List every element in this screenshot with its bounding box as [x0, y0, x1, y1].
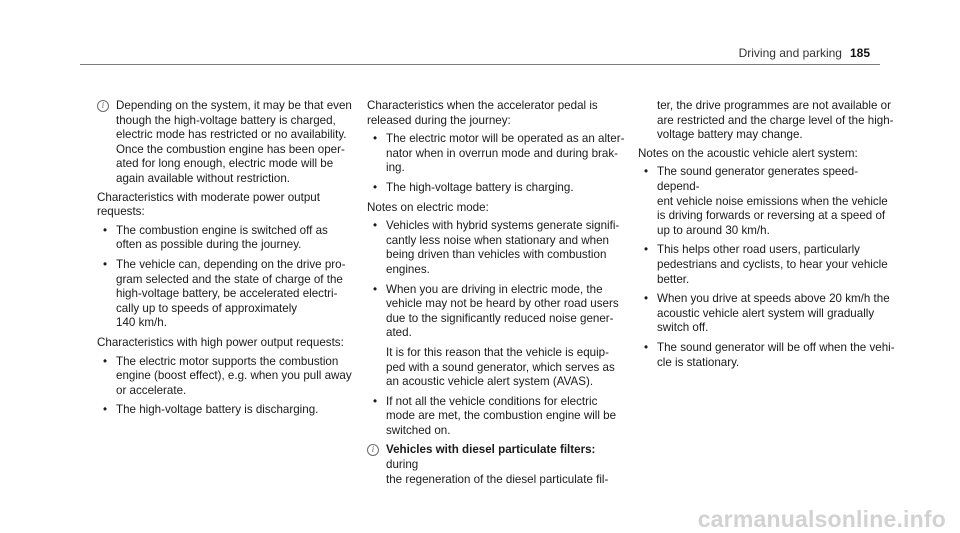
- pedal-released-heading: Characteristics when the accelerator pedal is released during the journey:: [367, 99, 598, 127]
- list-item: • The sound generator generates speed-depend- ent vehicle noise emissions when the vehicle is driving forwards or reversing at a speed of up to around 30 km/h.: [638, 165, 898, 238]
- column-3: [638, 99, 898, 375]
- watermark: carmanualsonline.info: [697, 506, 946, 533]
- page-number: 185: [849, 46, 870, 60]
- line: Depending on the system, it may be that even: [116, 99, 352, 112]
- list-item: • The vehicle can, depending on the drive pro- gram selected and the state of charge of the high-voltage battery, be accelerated electri- cally up to speeds of approximately 140 km/h.: [97, 258, 357, 331]
- list-item: • When you drive at speeds above 20 km/h the acoustic vehicle alert system will gradually switch off.: [638, 292, 898, 336]
- list-item: • The electric motor supports the combustion engine (boost effect), e.g. when you pull away or accelerate.: [97, 355, 357, 399]
- line: Once the combustion engine has been oper-: [116, 142, 345, 156]
- electric-mode-heading: Notes on electric mode:: [367, 200, 489, 214]
- high-power-list: [97, 355, 357, 418]
- info-icon: i: [367, 444, 379, 456]
- line: ated for long enough, electric mode will be: [116, 157, 334, 171]
- note-diesel-filters: i Vehicles with diesel particulate filters: during the regeneration of the diesel particulate fil-: [367, 443, 629, 487]
- line: electric mode has restricted or no availability.: [116, 128, 347, 142]
- list-item: • If not all the vehicle conditions for electric mode are met, the combustion engine will be switched on.: [367, 395, 629, 439]
- moderate-power-heading: Characteristics with moderate power output requests:: [97, 190, 320, 219]
- electric-mode-list: [367, 219, 629, 438]
- line: though the high-voltage battery is charged,: [116, 113, 336, 127]
- column-1: [97, 99, 357, 423]
- list-item: • Vehicles with hybrid systems generate signifi- cantly less noise when stationary and when being driven than vehicles with combustion engines.: [367, 219, 629, 277]
- list-item: • The sound generator will be off when the vehi- cle is stationary.: [638, 341, 898, 370]
- list-item: • This helps other road users, particularly pedestrians and cyclists, to hear your vehicle better.: [638, 243, 898, 287]
- note-system-availability: [97, 99, 357, 187]
- section-title: Driving and parking: [738, 46, 842, 60]
- high-power-heading: Characteristics with high power output requests:: [97, 335, 344, 349]
- list-item: • When you are driving in electric mode, the vehicle may not be heard by other road users due to the significantly reduced noise gener- ated. It is for this reason that the vehicle is equip- ped with a sound generator, which serves as an acoustic vehicle alert system (AVAS).: [367, 283, 629, 390]
- column-2: [367, 99, 629, 487]
- running-header: [700, 46, 870, 61]
- moderate-power-list: [97, 224, 357, 331]
- list-item: • The high-voltage battery is charging.: [367, 181, 629, 196]
- info-icon: i: [97, 100, 109, 112]
- header-rule: [80, 64, 880, 65]
- avas-list: [638, 165, 898, 370]
- diesel-filter-label: Vehicles with diesel particulate filters:: [386, 443, 596, 457]
- list-item: • The high-voltage battery is discharging.: [97, 403, 357, 418]
- avas-heading: Notes on the acoustic vehicle alert system:: [638, 146, 858, 160]
- avas-explanation: It is for this reason that the vehicle is equip- ped with a sound generator, which serves as an acoustic vehicle alert system (AVAS).: [386, 345, 615, 389]
- line: again available without restriction.: [116, 171, 291, 185]
- list-item: • The electric motor will be operated as an alter- nator when in overrun mode and during brak- ing.: [367, 132, 629, 176]
- diesel-note-continued: ter, the drive programmes are not available or are restricted and the charge level of the high- voltage battery may change.: [657, 99, 894, 142]
- pedal-released-list: [367, 132, 629, 195]
- list-item: • The combustion engine is switched off as often as possible during the journey.: [97, 224, 357, 253]
